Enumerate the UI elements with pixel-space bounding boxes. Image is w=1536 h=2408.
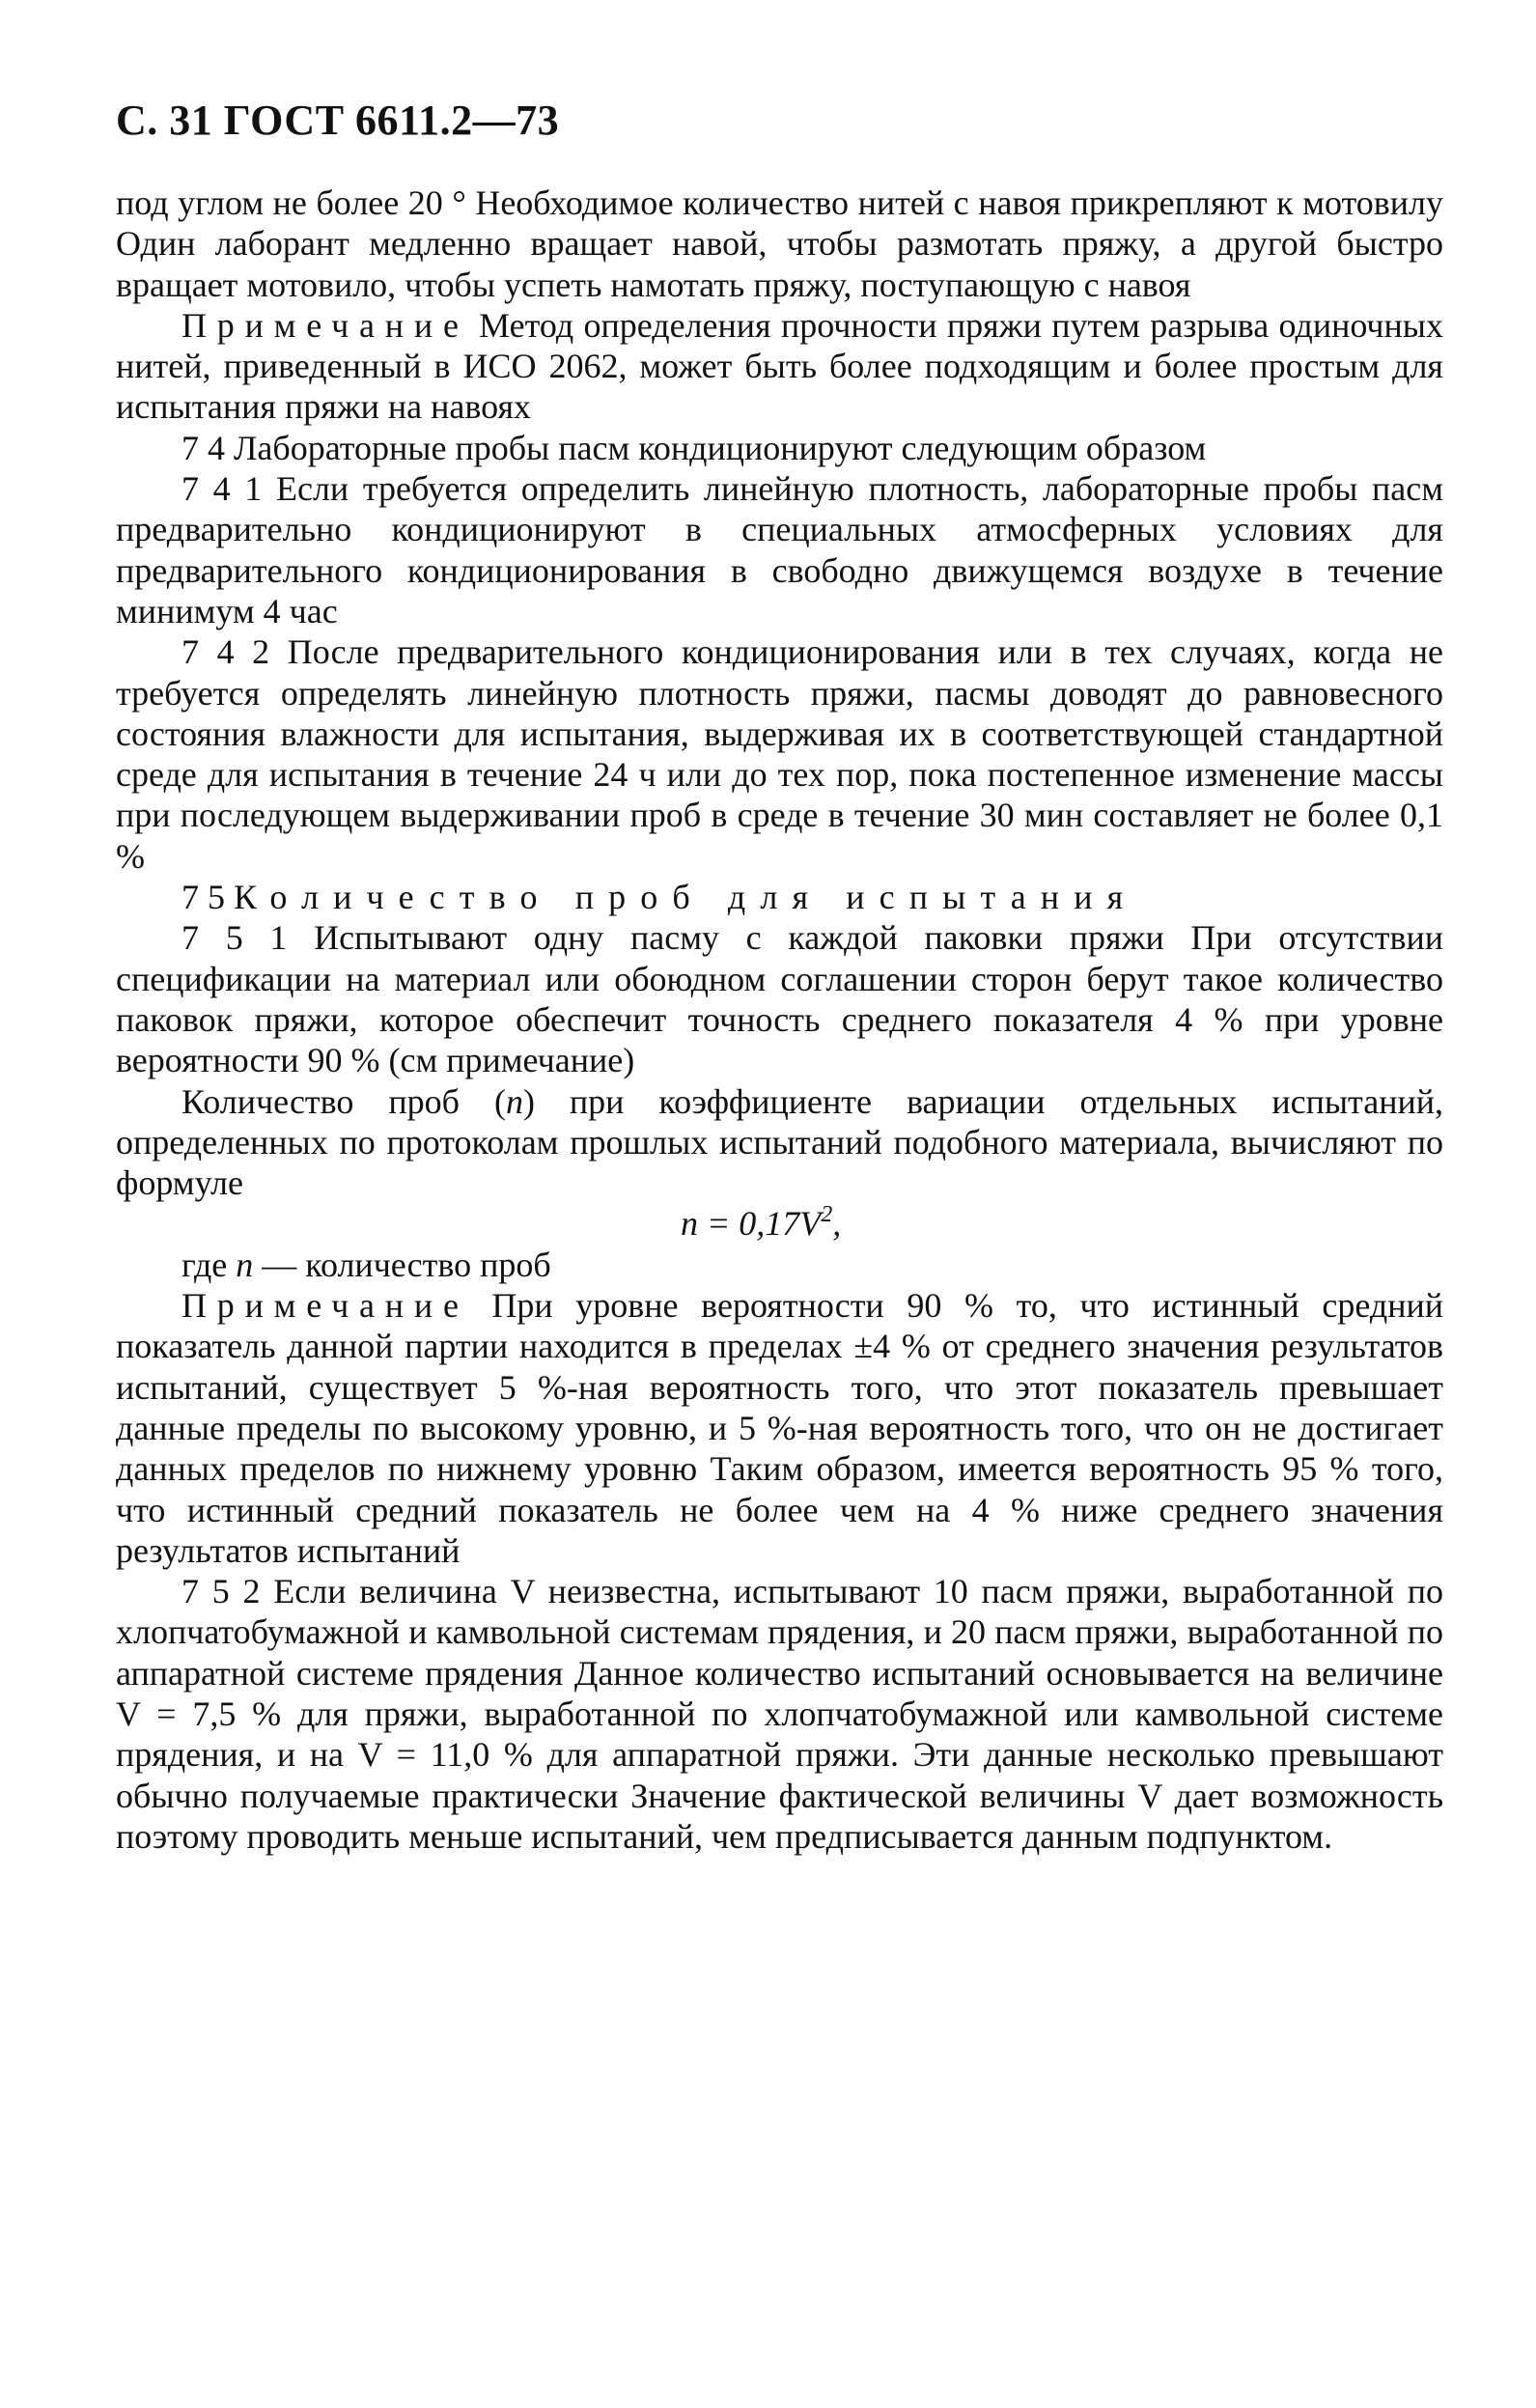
document-body (116, 182, 1443, 1857)
paragraph-7-5-1: 7 5 1 Испытывают одну пасму с каждой паковки пряжи При отсутствии спецификации на материал или обоюдном соглашении сторон берут такое количество паковок пряжи, которое обеспечит точность среднего показателя 4 % при уровне вероятности 90 % (см примечание) (116, 918, 1443, 1080)
variable-n: n (505, 1081, 523, 1121)
formula-main: n = 0,17V (681, 1204, 822, 1244)
note-2 (116, 1285, 1443, 1571)
paragraph-7-4-2: 7 4 2 После предварительного кондиционирования или в тех случаях, когда не требуется определять линейную плотность пряжи, пасмы доводят до равновесного состояния влажности для испытания, выдерживая их в соответствующей стандартной среде для испытания в течение 24 ч или до тех пор, пока постепенное изменение массы при последующем выдерживании проб в среде в течение 30 мин составляет не более 0,1 % (116, 632, 1443, 876)
page-header: С. 31 ГОСТ 6611.2—73 (116, 97, 560, 144)
paragraph-continuation: под углом не более 20 ° Необходимое количество нитей с навоя прикрепляют к мотовилу Один лаборант медленно вращает навой, чтобы размотать пряжу, а другой быстро вращает мотовило, чтобы успеть намотать пряжу, поступающую с навоя (116, 183, 1443, 304)
formula (116, 1203, 1443, 1244)
document-page (116, 92, 1443, 1857)
formula-legend (116, 1245, 1443, 1285)
section-title: Количество проб для испытания (234, 878, 1138, 917)
note-text: При уровне вероятности 90 % то, что истинный средний показатель данной партии находится в пределах ±4 % от среднего значения результатов испытаний, существует 5 %-ная вероятность того, что этот показатель превышает данные пределы по высокому уровню, и 5 %-ная вероятность того, что он не достигает данных пределов по нижнему уровню Таким образом, имеется вероятность 95 % того, что истинный средний показатель не более чем на 4 % ниже среднего значения результатов испытаний (116, 1286, 1443, 1570)
note-text: Метод определения прочности пряжи путем разрыва одиночных нитей, приведенный в ИСО 2062, может быть более подходящим и более простым для испытания пряжи на навоях (116, 305, 1443, 427)
section-heading-7-5 (116, 877, 1443, 917)
paragraph-7-4-1: 7 4 1 Если требуется определить линейную плотность, лабораторные пробы пасм предварительно кондиционируют в специальных атмосферных условиях для предварительного кондиционирования в свободно движущемся воздухе в течение минимум 4 час (116, 469, 1443, 630)
paragraph-7-4: 7 4 Лабораторные пробы пасм кондиционируют следующим образом (182, 428, 1207, 467)
text-fragment: ) при коэффициенте вариации отдельных испытаний, определенных по протоколам прошлых испытаний подобного материала, вычисляют по формуле (116, 1081, 1443, 1203)
text-fragment: Количество проб ( (182, 1081, 506, 1121)
note-1 (116, 305, 1443, 428)
text-fragment: где (182, 1245, 237, 1284)
paragraph-7-5-2: 7 5 2 Если величина V неизвестна, испытывают 10 пасм пряжи, выработанной по хлопчатобумажной и камвольной системам прядения, и 20 пасм пряжи, выработанной по аппаратной системе прядения Данное количество испытаний основывается на величине V = 7,5 % для пряжи, выработанной по хлопчатобумажной или камвольной системе прядения, и на V = 11,0 % для аппаратной пряжи. Эти данные несколько превышают обычно получаемые практически Значение фактической величины V дает возможность поэтому проводить меньше испытаний, чем предписывается данным подпунктом. (116, 1572, 1443, 1856)
note-label: Примечание (182, 1286, 469, 1326)
formula-comma: , (832, 1204, 842, 1244)
note-label: Примечание (182, 305, 469, 345)
variable-n: n (236, 1245, 254, 1284)
section-number: 7 5 (182, 878, 234, 917)
paragraph-sample-count (116, 1081, 1443, 1204)
formula-exponent: 2 (821, 1202, 833, 1228)
text-fragment: — количество проб (253, 1245, 551, 1284)
